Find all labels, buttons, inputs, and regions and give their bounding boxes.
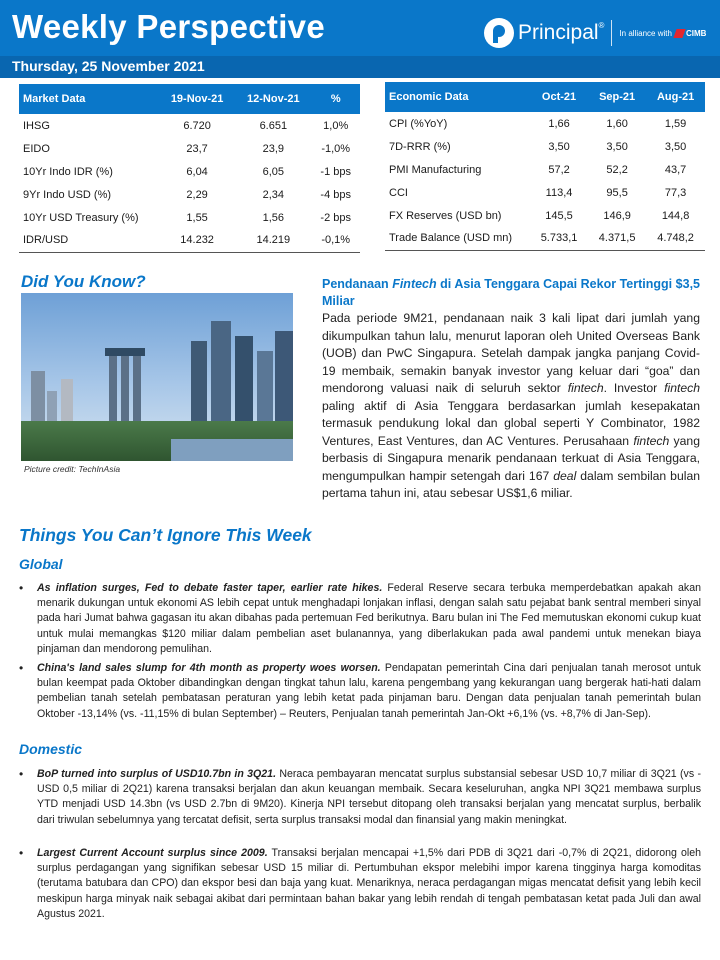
article-title	[322, 276, 700, 310]
bullet-icon: •	[19, 661, 24, 675]
table-cell: 1,56	[262, 211, 285, 224]
article-text-italic: fintech	[664, 381, 701, 395]
list-item-text	[37, 767, 701, 828]
page-title: Weekly Perspective	[12, 8, 325, 45]
table-row	[19, 137, 360, 160]
table-cell: CCI	[389, 186, 408, 199]
table-cell: 1,66	[548, 117, 570, 130]
table-row	[19, 114, 360, 137]
table-cell: -1 bps	[320, 165, 351, 178]
table-header-row	[19, 84, 360, 114]
table-cell: 6.651	[259, 119, 288, 132]
table-cell: 3,50	[606, 140, 628, 153]
table-cell: 5.733,1	[530, 227, 588, 250]
list-item	[19, 581, 701, 657]
table-row	[19, 229, 360, 252]
singapore-skyline-photo	[21, 293, 293, 461]
table-cell: 1,55	[186, 211, 208, 224]
table-cell: Trade Balance (USD mn)	[385, 227, 530, 250]
brand-divider	[611, 20, 612, 46]
brand-name	[518, 21, 604, 45]
article-text: Pada periode 9M21, pendanaan naik 3 kali lipat dari jumlah yang dikumpulkan tahun lalu, menurut laporan oleh United Overseas Bank (UOB) dan PwC Singapura. Setelah dampak jangka panjang Covid-19 membaik, semakin banyak investor yang keluar dari “goa” dan mendorong valuasi naik di seluruh sektor	[322, 311, 700, 395]
brand-registered-mark: ®	[598, 21, 605, 30]
table-cell: 6.720	[183, 119, 211, 132]
table-row	[385, 135, 705, 158]
article-title-italic: Fintech	[392, 277, 437, 291]
column-header: Sep-21	[588, 82, 646, 112]
table-cell: 144,8	[661, 209, 690, 222]
list-item-lead: Largest Current Account surplus since 2009.	[37, 847, 268, 859]
table-row	[19, 183, 360, 206]
domestic-heading: Domestic	[19, 741, 83, 757]
article-text: paling aktif di Asia Tenggara berdasarkan jumlah kesepakatan termasuk pendukung lokal dan global seperti Y Combinator, 1982 Ventures, East Ventures, dan AC Ventures. Perusahaan	[322, 398, 700, 448]
picture-credit: Picture credit: TechInAsia	[24, 464, 121, 474]
table-cell: 4.748,2	[646, 227, 705, 250]
report-date: Thursday, 25 November 2021	[12, 58, 205, 74]
table-cell: 9Yr Indo USD (%)	[23, 188, 112, 201]
brand-block	[484, 18, 706, 48]
table-cell: 113,4	[545, 186, 573, 199]
table-cell: 95,5	[606, 186, 628, 199]
table-cell: PMI Manufacturing	[389, 163, 482, 176]
list-item-lead: China's land sales slump for 4th month as property woes worsen.	[37, 662, 381, 674]
table-cell: -1,0%	[321, 142, 351, 155]
table-cell: 77,3	[664, 186, 687, 199]
table-cell: FX Reserves (USD bn)	[389, 209, 502, 222]
list-item	[19, 767, 701, 828]
table-cell: 14.232	[159, 229, 235, 252]
table-header-row	[385, 82, 705, 112]
things-heading: Things You Can’t Ignore This Week	[19, 525, 312, 545]
global-heading: Global	[19, 556, 63, 572]
table-cell: EIDO	[23, 142, 50, 155]
list-item-text	[37, 581, 701, 657]
article-body	[322, 310, 700, 503]
list-item-text	[37, 846, 701, 922]
column-header: Market Data	[19, 84, 159, 114]
bullet-icon: •	[19, 846, 24, 860]
table-cell: 6,04	[186, 165, 208, 178]
table-cell: 2,29	[186, 188, 208, 201]
photo-water	[171, 439, 293, 461]
column-header: %	[311, 84, 360, 114]
table-cell: IDR/USD	[19, 229, 159, 252]
header-banner	[0, 0, 720, 78]
table-row	[385, 204, 705, 227]
did-you-know-heading: Did You Know?	[21, 272, 146, 291]
table-row	[385, 181, 705, 204]
table-cell: -2 bps	[320, 211, 351, 224]
table-cell: 10Yr Indo IDR (%)	[23, 165, 113, 178]
table-cell: 43,7	[664, 163, 687, 176]
list-item-lead: As inflation surges, Fed to debate faster taper, earlier rate hikes.	[37, 582, 383, 594]
brand-name-text: Principal	[518, 21, 599, 44]
article-text: . Investor	[603, 381, 665, 395]
list-item	[19, 846, 701, 922]
principal-logo-icon	[484, 18, 514, 48]
list-item-body: Transaksi berjalan mencapai +1,5% dari PDB di 3Q21 dari -0,7% di 2Q21, didorong oleh surplus perdagangan yang signifikan sebesar USD 15 miliar di. Pertumbuhan ekspor melebihi impor karena tingginya harga komoditas (terutama batubara dan CPO) dan ekspor besi dan baja yang kuat. Menariknya, neraca perdagangan migas mencatat defisit yang lebih kecil meskipun harga minyak naik sebagai akibat dari permintaan bahan bakar yang lebih rendah di tengah pembatasan ketat pada Juli dan awal Agustus 2021.	[37, 847, 701, 920]
article-text-italic: fintech	[633, 433, 670, 448]
table-cell: -4 bps	[320, 188, 351, 201]
list-item-text	[37, 661, 701, 722]
column-header: Economic Data	[385, 82, 530, 112]
photo-skypark	[105, 348, 145, 356]
date-bar	[0, 56, 720, 78]
table-cell: 6,05	[262, 165, 285, 178]
article-text-italic: fintech	[567, 381, 604, 395]
column-header: 19-Nov-21	[159, 84, 235, 114]
table-cell: 10Yr USD Treasury (%)	[23, 211, 139, 224]
list-item-body: Federal Reserve secara terbuka memperdebatkan apakah akan menarik dukungan untuk ekonomi AS lebih cepat untuk menghadapi lonjakan inflasi, dengan salah satu pejabat bank sentral memberi sinyal pada hari Jumat bahwa gagasan itu akan dibahas pada pertemuan Fed berikutnya. Baru bulan ini The Fed memutuskan ekonomi cukup kuat untuk mulai memangkas $120 miliar dalam pembelian aset bulanannya, yang diberlakukan pada awal pandemi untuk menekan biaya pinjaman dan mendorong pemulihan.	[37, 582, 701, 655]
table-cell: 57,2	[548, 163, 570, 176]
bullet-icon: •	[19, 581, 24, 595]
article-text: dalam sembilan bulan pertama tahun ini, atau sebesar US$1,6 miliar.	[322, 468, 700, 500]
table-cell: 145,5	[545, 209, 573, 222]
cimb-name: CIMB	[685, 28, 707, 38]
table-cell: IHSG	[23, 119, 50, 132]
article-text: yang berbasis di Singapura menarik pendanaan terkuat di Asia Tenggara, mengumpulkan hampir setengah dari 167	[322, 433, 700, 483]
table-cell: -0,1%	[311, 229, 360, 252]
market-data-table	[19, 84, 360, 253]
list-item-body: Pendapatan pemerintah Cina dari penjualan tanah merosot untuk bulan keempat pada Oktober dibandingkan dengan tingkat tahun lalu, karena pengembang yang kekurangan uang bergerak hati-hati dalam pembelian tanah setelah pembatasan peraturan yang lebih ketat pada pinjaman baru. Dengan data penjualan tanah pemerintah bulan Oktober -13,14% (vs. -11,15% di bulan September) – Reuters, Penjualan tanah pemerintah Jan-Okt +6,1% (vs. +8,7% di Jan-Sep).	[37, 662, 701, 720]
table-cell: 1,59	[664, 117, 687, 130]
table-cell: 3,50	[664, 140, 687, 153]
table-cell: 14.219	[235, 229, 311, 252]
article-title-part: Pendanaan	[322, 277, 393, 291]
list-item	[19, 661, 701, 722]
column-header: Oct-21	[530, 82, 588, 112]
table-cell: 23,7	[186, 142, 208, 155]
table-cell: 3,50	[548, 140, 570, 153]
table-cell: 7D-RRR (%)	[389, 140, 451, 153]
alliance-text: In alliance with	[619, 28, 672, 38]
cimb-logo-icon	[673, 29, 685, 38]
table-row	[19, 160, 360, 183]
bullet-icon: •	[19, 767, 24, 781]
list-item-body: Neraca pembayaran mencatat surplus substansial sebesar USD 10,7 miliar di 3Q21 (vs -USD 0,5 miliar di 2Q21) karena transaksi berjalan dan akun keuangan membaik. Secara keseluruhan, angka NPI 3Q21 membawa surplus YTD menjadi USD 14.3bn (vs USD 2.7bn di 9M20). Kinerja NPI tersebut ditopang oleh transaksi berjalan yang mencatat surplus, berbalik dari triwulan sebelumnya yang tercatat defisit, serta surplus transaksi modal dan finansial yang makin meningkat.	[37, 768, 701, 826]
table-cell: 146,9	[603, 209, 631, 222]
article-title-part: di Asia Tenggara Capai Rekor Tertinggi $3,5 Miliar	[322, 277, 700, 308]
table-cell: 4.371,5	[588, 227, 646, 250]
table-cell: 2,34	[262, 188, 285, 201]
column-header: 12-Nov-21	[235, 84, 311, 114]
table-row	[385, 112, 705, 135]
table-row	[385, 158, 705, 181]
table-cell: 1,60	[606, 117, 628, 130]
table-cell: CPI (%YoY)	[389, 117, 448, 130]
article-text-italic: deal	[553, 468, 577, 483]
table-cell: 52,2	[606, 163, 628, 176]
list-item-lead: BoP turned into surplus of USD10.7bn in 3Q21.	[37, 768, 277, 780]
table-row	[19, 206, 360, 229]
table-cell: 23,9	[262, 142, 285, 155]
table-row	[385, 227, 705, 250]
table-cell: 1,0%	[323, 119, 349, 132]
column-header: Aug-21	[646, 82, 705, 112]
economic-data-table	[385, 82, 705, 251]
